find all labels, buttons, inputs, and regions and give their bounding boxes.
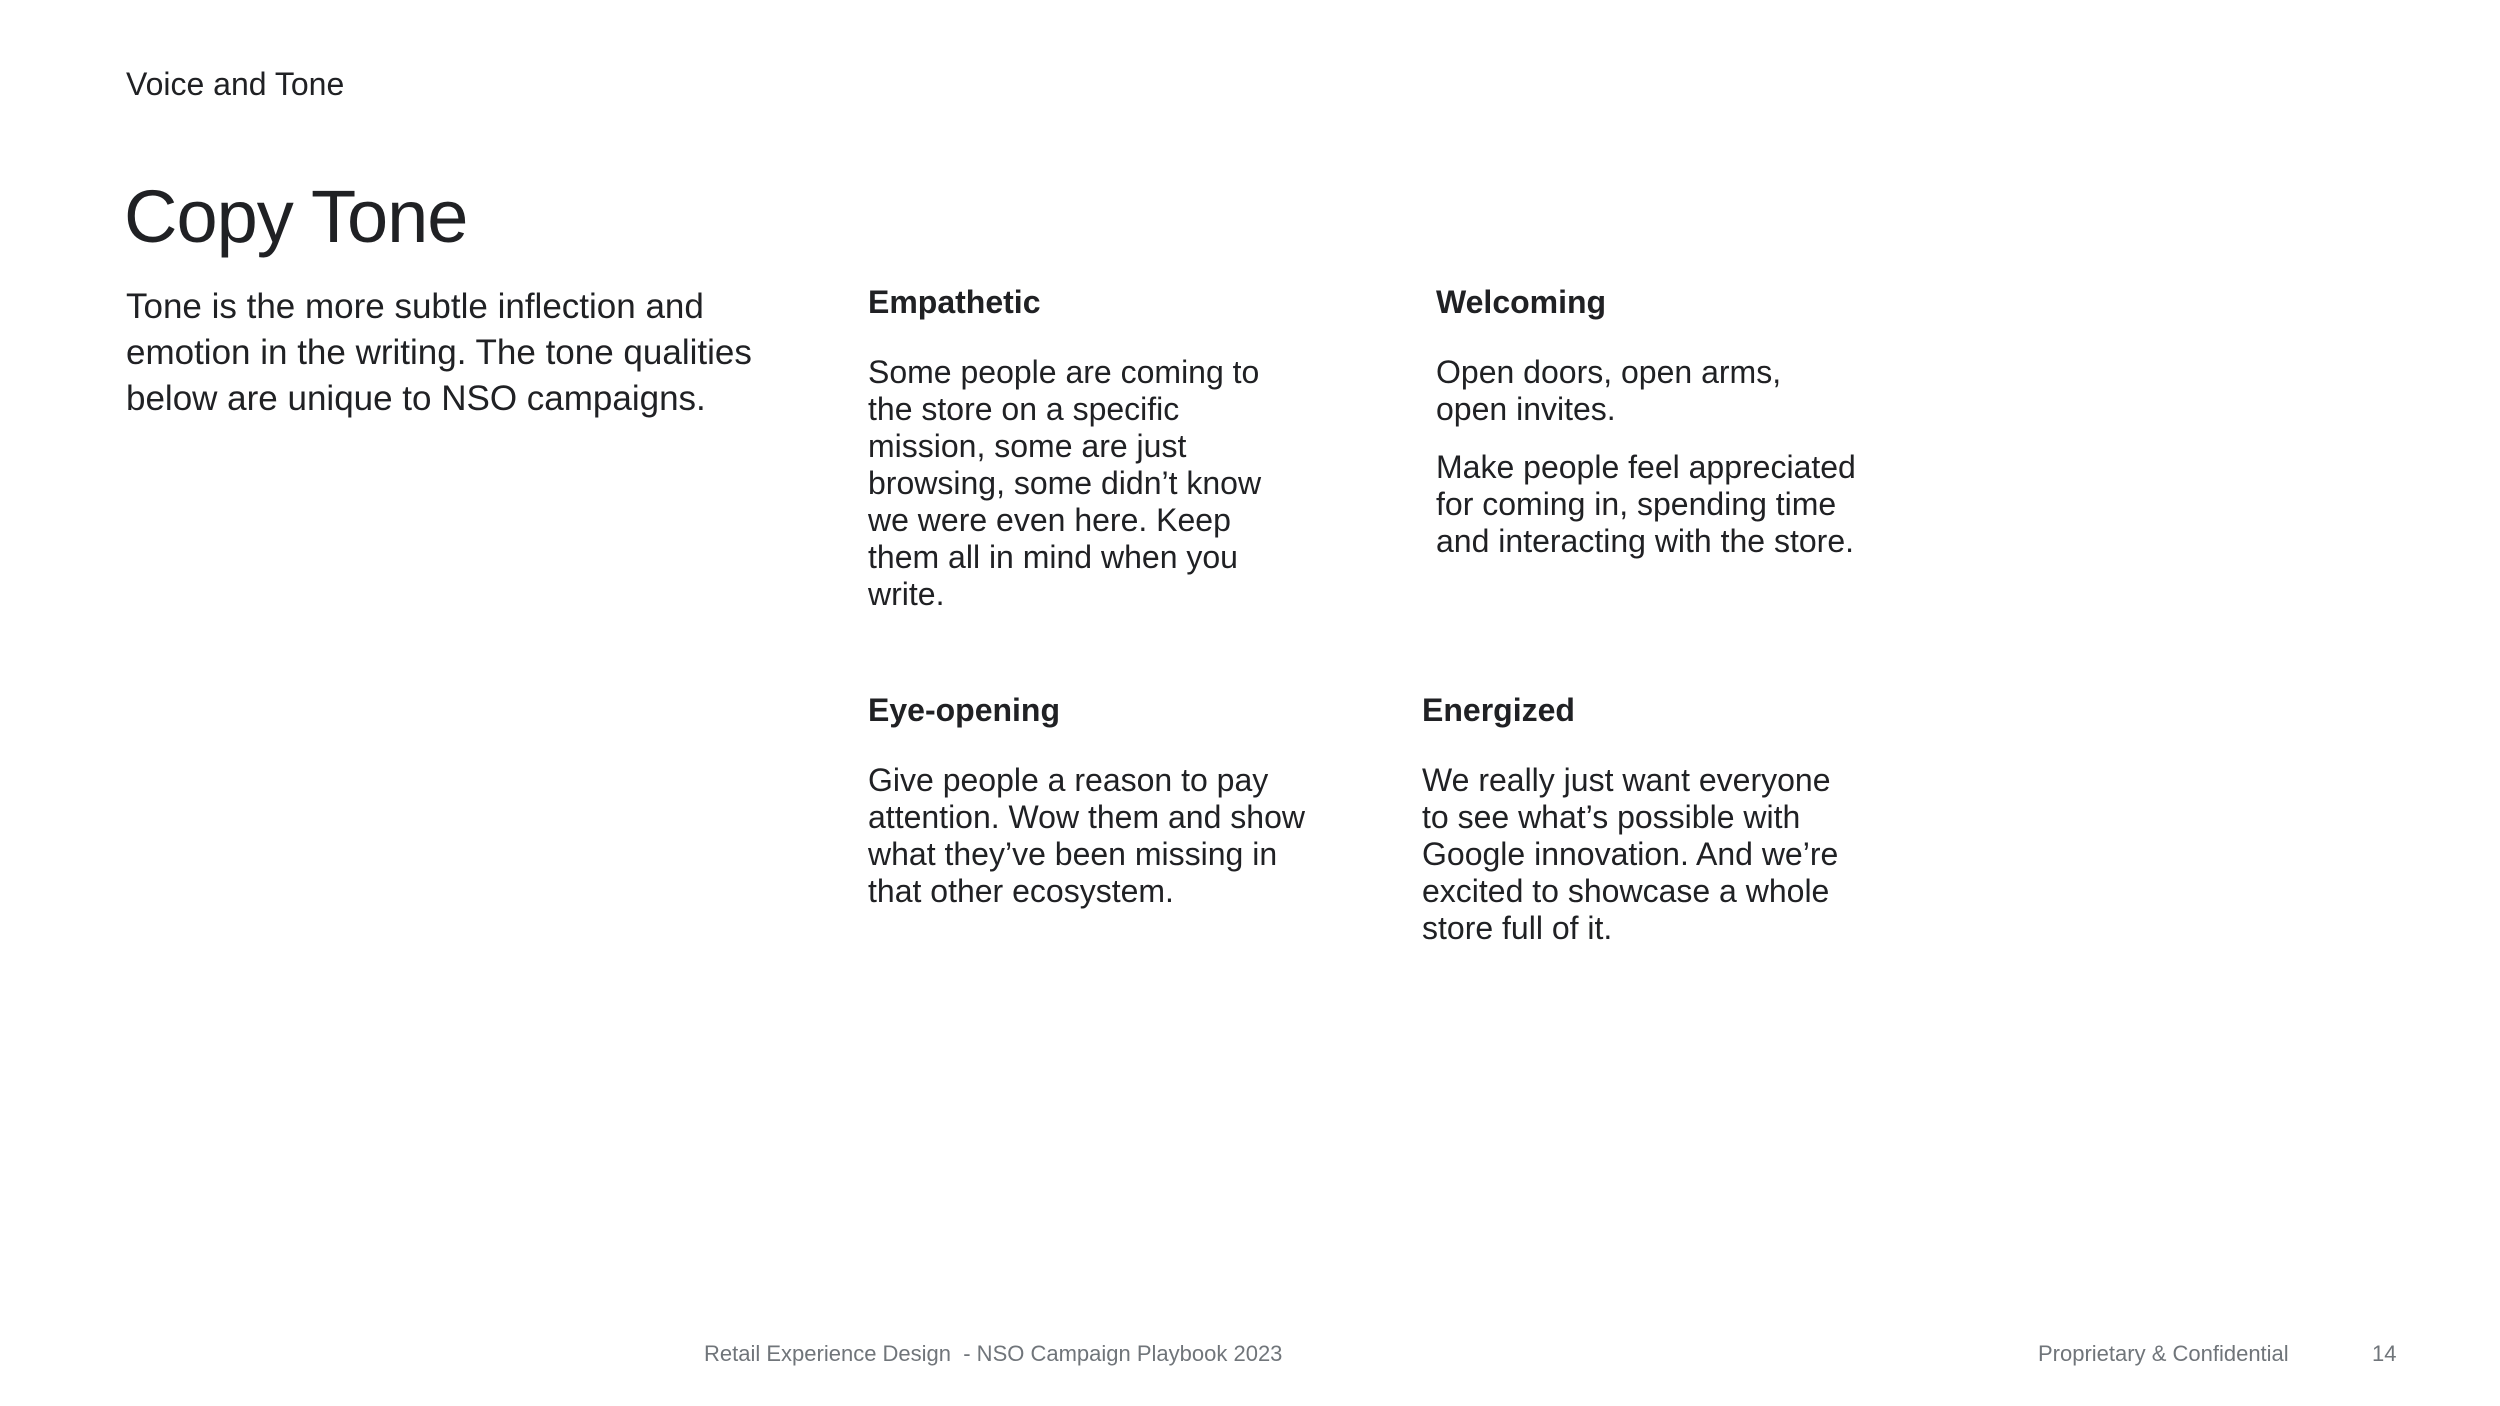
page-number: 14	[2372, 1341, 2397, 1366]
tone-card-welcoming	[1436, 282, 1856, 560]
tone-description: We really just want everyone to see what’s possible with Google innovation. And we’re excited to showcase a whole store full of it.	[1422, 762, 1839, 946]
tone-description: Some people are coming to the store on a specific mission, some are just browsing, some didn’t know we were even here. Keep them all in mind when you write.	[868, 354, 1262, 612]
section-label: Voice and Tone	[126, 66, 345, 102]
tone-heading: Eye-opening	[868, 692, 1061, 728]
tone-description: Give people a reason to pay attention. Wow them and show what they’ve been missing in that other ecosystem.	[868, 762, 1305, 909]
tone-heading: Energized	[1422, 692, 1575, 728]
tone-description: Make people feel appreciated for coming in, spending time and interacting with the store.	[1436, 449, 1856, 559]
tone-heading: Welcoming	[1436, 284, 1607, 320]
page-title: Copy Tone	[124, 175, 468, 258]
intro-text: Tone is the more subtle inflection and emotion in the writing. The tone qualities below are unique to NSO campaigns.	[126, 287, 752, 418]
tone-card-empathetic	[868, 282, 1288, 613]
tone-card-eye-opening	[868, 690, 1308, 910]
footer-document-title: Retail Experience Design - NSO Campaign Playbook 2023	[704, 1341, 1283, 1366]
tone-heading: Empathetic	[868, 284, 1041, 320]
tone-description: Open doors, open arms, open invites.	[1436, 354, 1782, 427]
footer-confidential: Proprietary & Confidential	[2038, 1341, 2289, 1366]
tone-card-energized	[1422, 690, 1862, 947]
